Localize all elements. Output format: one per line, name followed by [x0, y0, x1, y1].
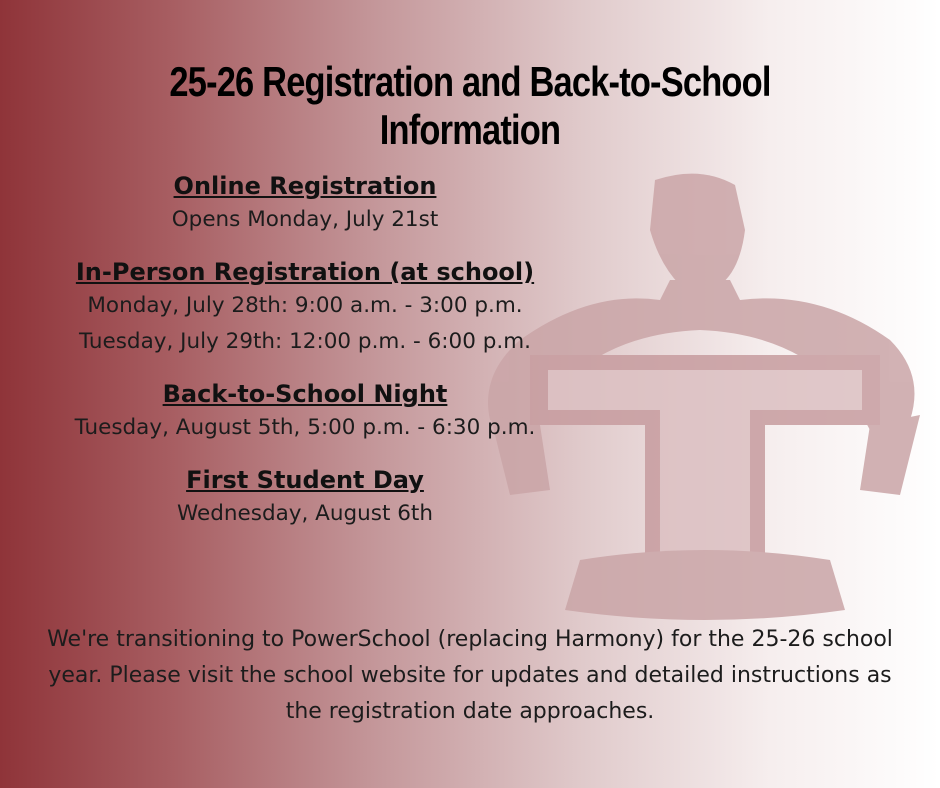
event-back-to-school-night: [20, 378, 590, 446]
event-online-registration: [20, 170, 590, 238]
powerschool-notice: We're transitioning to PowerSchool (replacing Harmony) for the 25-26 school year. Please visit the school website for updates and detailed instructions as the registration date approaches.: [47, 627, 893, 724]
event-first-student-day: [20, 464, 590, 532]
event-heading: First Student Day: [186, 466, 424, 494]
event-detail: Tuesday, August 5th, 5:00 p.m. - 6:30 p.m.: [74, 415, 536, 440]
page-title: 25-26 Registration and Back-to-School Information: [169, 58, 771, 153]
event-heading: Online Registration: [173, 172, 437, 200]
event-detail: Monday, July 28th: 9:00 a.m. - 3:00 p.m.: [87, 293, 523, 318]
event-list: [20, 170, 590, 550]
event-detail: Wednesday, August 6th: [177, 501, 433, 526]
event-detail: Opens Monday, July 21st: [171, 207, 439, 232]
event-detail: Tuesday, July 29th: 12:00 p.m. - 6:00 p.m.: [79, 329, 531, 354]
event-in-person-registration: [20, 256, 590, 360]
event-heading: Back-to-School Night: [162, 380, 448, 408]
event-heading: In-Person Registration (at school): [75, 258, 535, 286]
